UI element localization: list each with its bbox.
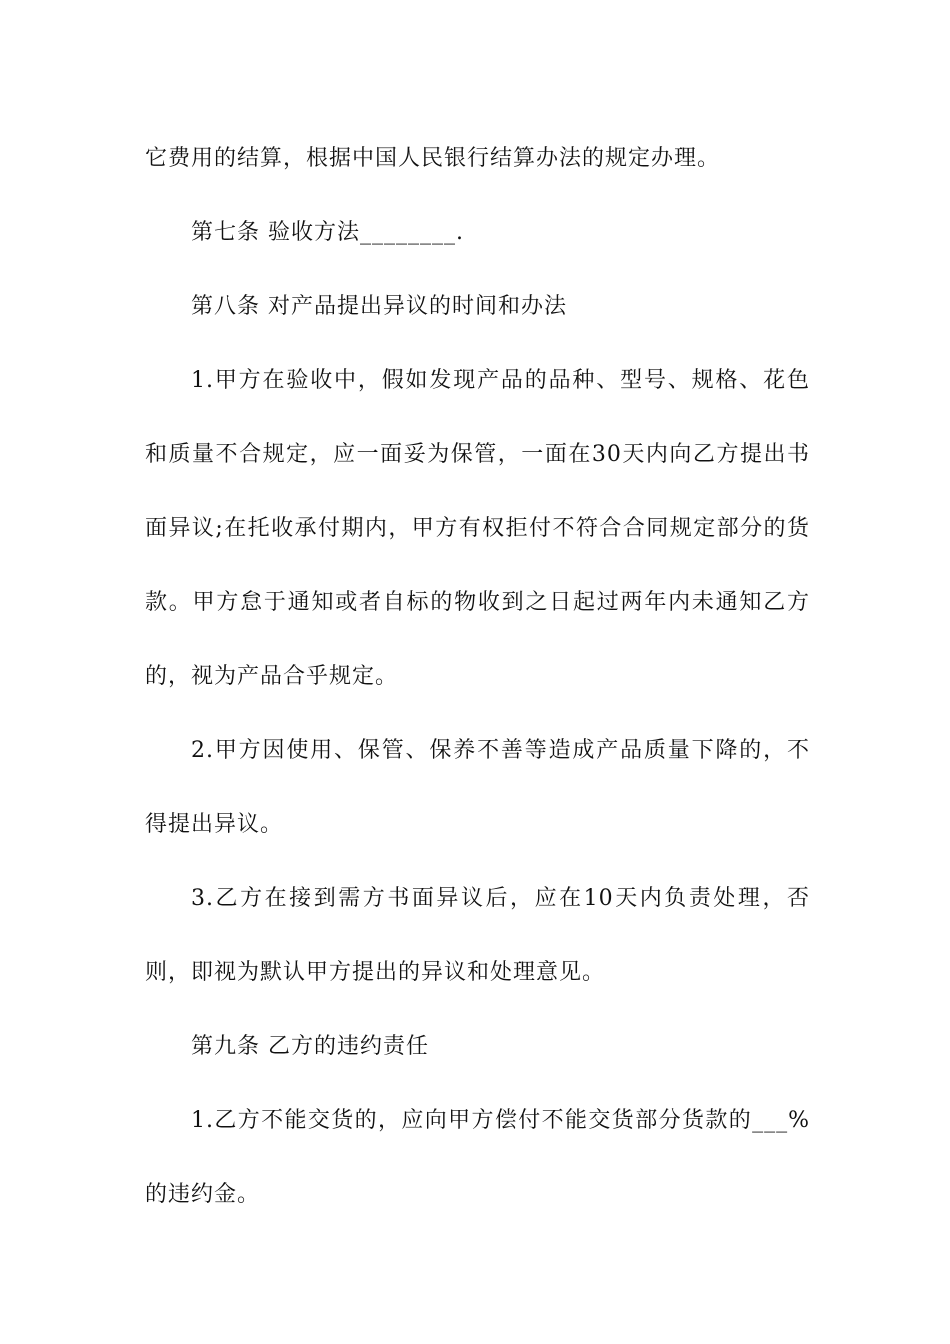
paragraph-article-8-item-1: 1.甲方在验收中，假如发现产品的品种、型号、规格、花色和质量不合规定，应一面妥为保管，一面在30天内向乙方提出书面异议;在托收承付期内，甲方有权拒付不符合合同规定部分的货款。甲方怠于通知或者自标的物收到之日起过两年内未通知乙方的，视为产品合乎规定。: [145, 368, 810, 689]
paragraph-article-7: 第七条 验收方法________.: [191, 220, 464, 245]
document-body: [145, 122, 810, 1232]
paragraph-article-8-item-2: 2.甲方因使用、保管、保养不善等造成产品质量下降的，不得提出异议。: [145, 738, 810, 837]
paragraph-article-9-heading: 第九条 乙方的违约责任: [191, 1034, 429, 1059]
paragraph-payment-settlement: 它费用的结算，根据中国人民银行结算办法的规定办理。: [145, 146, 721, 171]
paragraph-article-9-item-1: 1.乙方不能交货的，应向甲方偿付不能交货部分货款的___%的违约金。: [145, 1108, 810, 1207]
paragraph-article-8-item-3: 3.乙方在接到需方书面异议后，应在10天内负责处理，否则，即视为默认甲方提出的异议和处理意见。: [145, 886, 810, 985]
paragraph-article-8-heading: 第八条 对产品提出异议的时间和办法: [191, 294, 567, 319]
